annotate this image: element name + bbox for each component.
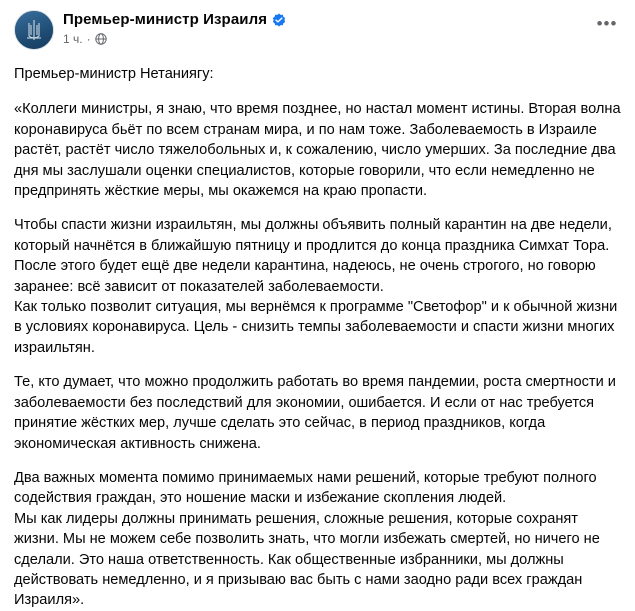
- verified-badge-icon: [272, 13, 286, 27]
- meta-separator: ·: [86, 32, 91, 46]
- post-content: [14, 62, 625, 611]
- author-name[interactable]: Премьер-министр Израиля: [63, 11, 268, 28]
- avatar[interactable]: [14, 10, 54, 50]
- post-paragraph: Те, кто думает, что можно продолжить работать во время пандемии, роста смертности и заболеваемости без последствий для экономии, ошибается. И если от нас требуется принятие жёстких мер, лучше сделать это сейчас, в период праздников, когда экономическая активность снижена.: [14, 374, 620, 452]
- israel-emblem-icon: [24, 18, 44, 42]
- post-paragraph: Как только позволит ситуация, мы вернёмся к программе "Светофор" и к обычной жизни в условиях коронавируса. Цель - снизить темпы заболеваемости и спасти жизни многих израильтян.: [14, 299, 622, 356]
- post-lead-line: Премьер-министр Нетаниягу:: [14, 66, 214, 82]
- post-header-text: [63, 10, 286, 46]
- post-paragraph: Мы как лидеры должны принимать решения, сложные решения, которые сохранят жизни. Мы не можем себе позволить знать, что могли избежать смертей, но ничего не сделали. Это наша ответственность. Как общественные избранники, мы должны действовать немедленно, и я призываю вас быть с нами заодно ради всех граждан Израиля».: [14, 510, 604, 609]
- globe-icon: [95, 33, 107, 45]
- post-paragraph: «Коллеги министры, я знаю, что время позднее, но настал момент истины. Вторая волна коронавируса бьёт по всем странам мира, и по нам тоже. Заболеваемость в Израиле растёт, растёт число тяжелобольных и, к сожалению, число умерших. За последние два дня мы заслушали оценки специалистов, которые говорили, что если немедленно не предпринять жёсткие меры, мы окажемся на краю пропасти.: [14, 101, 625, 200]
- post-meta: [63, 32, 286, 46]
- post-menu-button[interactable]: •••: [596, 14, 618, 33]
- post-timestamp[interactable]: 1 ч.: [63, 32, 83, 46]
- post-paragraph: Чтобы спасти жизни израильтян, мы должны объявить полный карантин на две недели, который начнётся в ближайшую пятницу и продлится до конца праздника Симхат Тора. После этого будет ещё две недели карантина, надеюсь, не очень строгого, но говорю заранее: всё зависит от показателей заболеваемости.: [14, 217, 616, 295]
- post-paragraph: Два важных момента помимо принимаемых нами решений, которые требуют полного содействия граждан, это ношение маски и избежание скопления людей.: [14, 469, 601, 507]
- author-row: [63, 11, 286, 29]
- post-header: [14, 10, 621, 54]
